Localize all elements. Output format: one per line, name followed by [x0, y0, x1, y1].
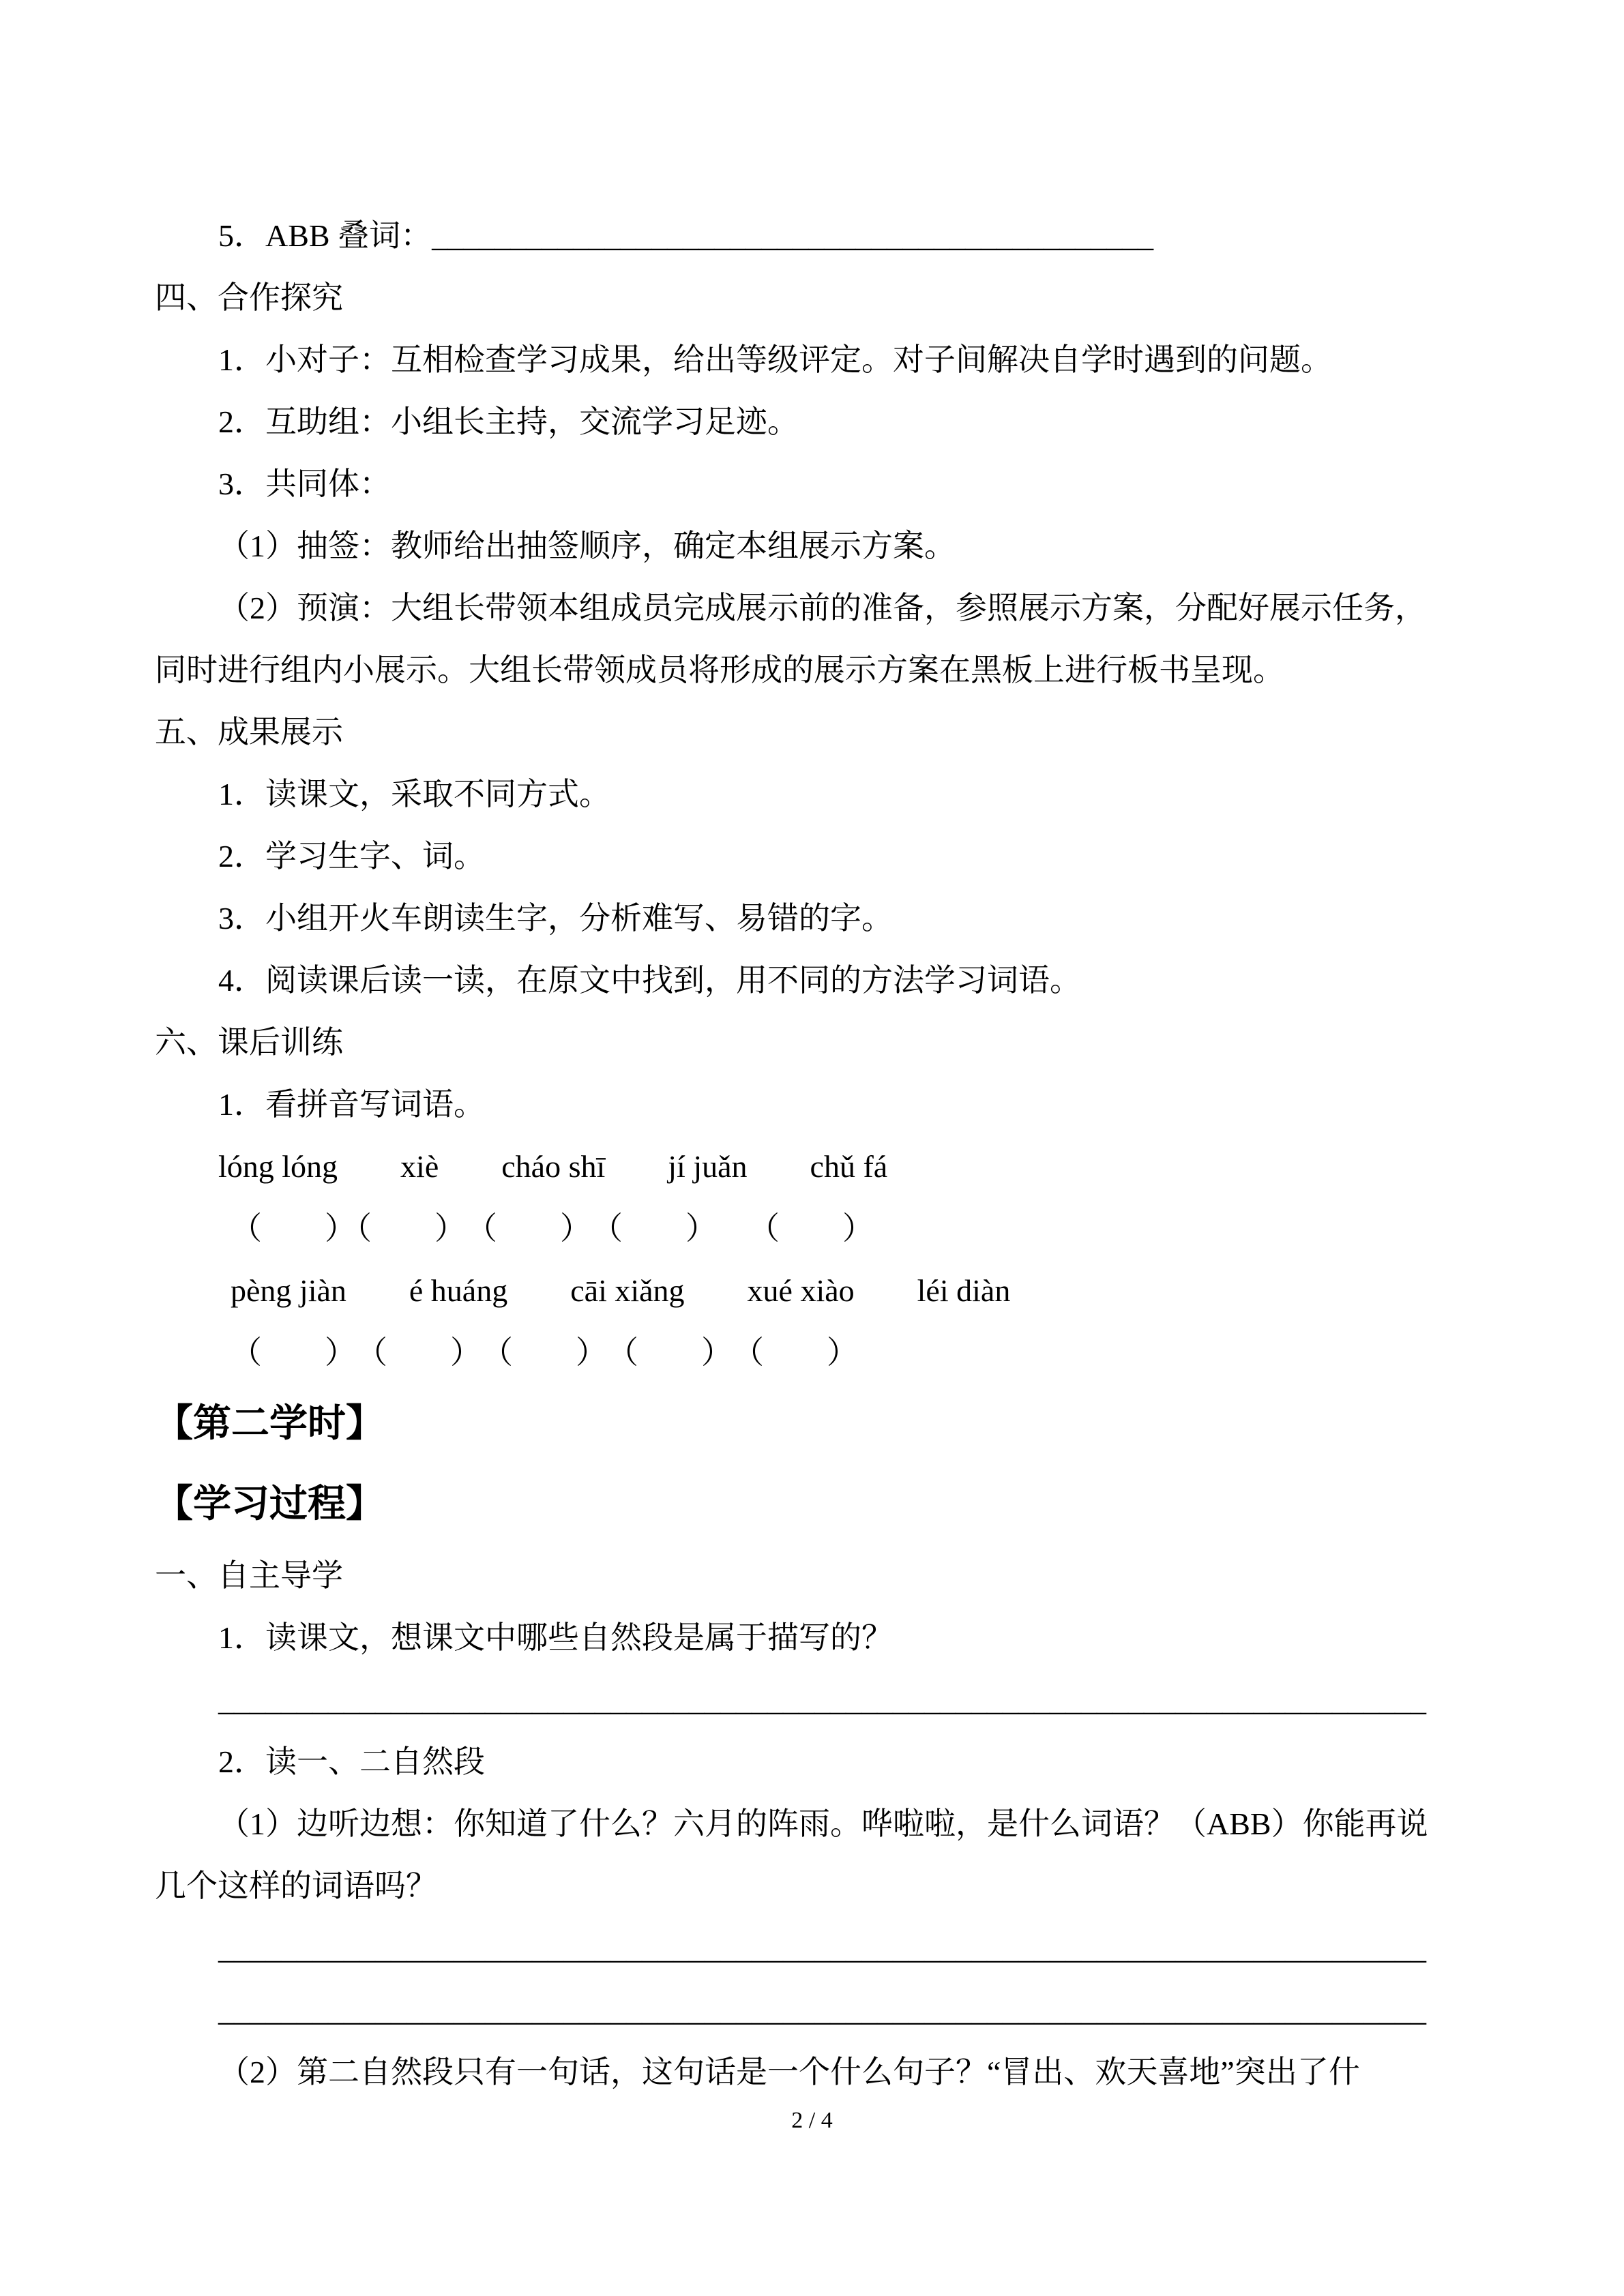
pinyin-row-2: pèng jiàn é huáng cāi xiǎng xué xiào léi diàn: [231, 1273, 1011, 1308]
list-item-read-after-class: 4．阅读课后读一读，在原文中找到，用不同的方法学习词语。: [218, 963, 1081, 998]
bracket-row-2: （ ） （ ） （ ） （ ） （ ）: [231, 1335, 858, 1370]
list-item-pair-check: 1．小对子：互相检查学习成果，给出等级评定。对子间解决自学时遇到的问题。: [218, 342, 1332, 377]
sub-question-1: （1）边听边想：你知道了什么？六月的阵雨。哗啦啦，是什么词语？（ABB）你能再说: [218, 1806, 1428, 1841]
section-heading-homework: 六、课后训练: [155, 1025, 343, 1060]
chapter-heading-learning-process: 【学习过程】: [155, 1483, 384, 1525]
document-body: [0, 205, 1624, 2103]
section-heading-cooperation: 四、合作探究: [155, 280, 343, 315]
answer-blank-1: _____________________________________________________________________________: [218, 1682, 1426, 1717]
sub-item-draw-lots: （1）抽签：教师给出抽签顺序，确定本组展示方案。: [218, 528, 956, 563]
bracket-row-1: （ ）（ ） （ ） （ ） （ ）: [231, 1211, 874, 1246]
answer-blank-3: _____________________________________________________________________________: [218, 1993, 1426, 2027]
question-2: 2．读一、二自然段: [218, 1744, 485, 1779]
sub-item-rehearsal: （2）预演：大组长带领本组成员完成展示前的准备，参照展示方案，分配好展示任务，: [218, 591, 1426, 625]
list-item-read-text: 1．读课文，采取不同方式。: [218, 777, 610, 811]
list-item-mutual-group: 2．互助组：小组长主持，交流学习足迹。: [218, 404, 799, 439]
answer-blank-2: _____________________________________________________________________________: [218, 1930, 1426, 1965]
pinyin-row-1: lóng lóng xiè cháo shī jí juǎn chǔ fá: [218, 1149, 888, 1184]
fill-blank-abb-line: 5．ABB 叠词：______________________________________________: [218, 218, 1154, 253]
list-item-pinyin-exercise: 1．看拼音写词语。: [218, 1087, 485, 1122]
paragraph-continuation-rehearsal: 同时进行组内小展示。大组长带领成员将形成的展示方案在黑板上进行板书呈现。: [155, 653, 1284, 687]
list-item-community: 3．共同体：: [218, 466, 391, 501]
list-item-train-reading: 3．小组开火车朗读生字，分析难写、易错的字。: [218, 901, 893, 936]
chapter-heading-second-period: 【第二学时】: [155, 1403, 384, 1445]
question-1: 1．读课文，想课文中哪些自然段是属于描写的？: [218, 1620, 893, 1655]
sub-question-1-continuation: 几个这样的词语吗？: [155, 1868, 437, 1903]
section-heading-self-study: 一、自主导学: [155, 1558, 343, 1593]
list-item-learn-words: 2．学习生字、词。: [218, 839, 485, 874]
section-heading-results: 五、成果展示: [155, 715, 343, 749]
page-number: 2 / 4: [791, 2108, 833, 2133]
sub-question-2: （2）第二自然段只有一句话，这句话是一个什么句子？“冒出、欢天喜地”突出了什: [218, 2055, 1360, 2089]
